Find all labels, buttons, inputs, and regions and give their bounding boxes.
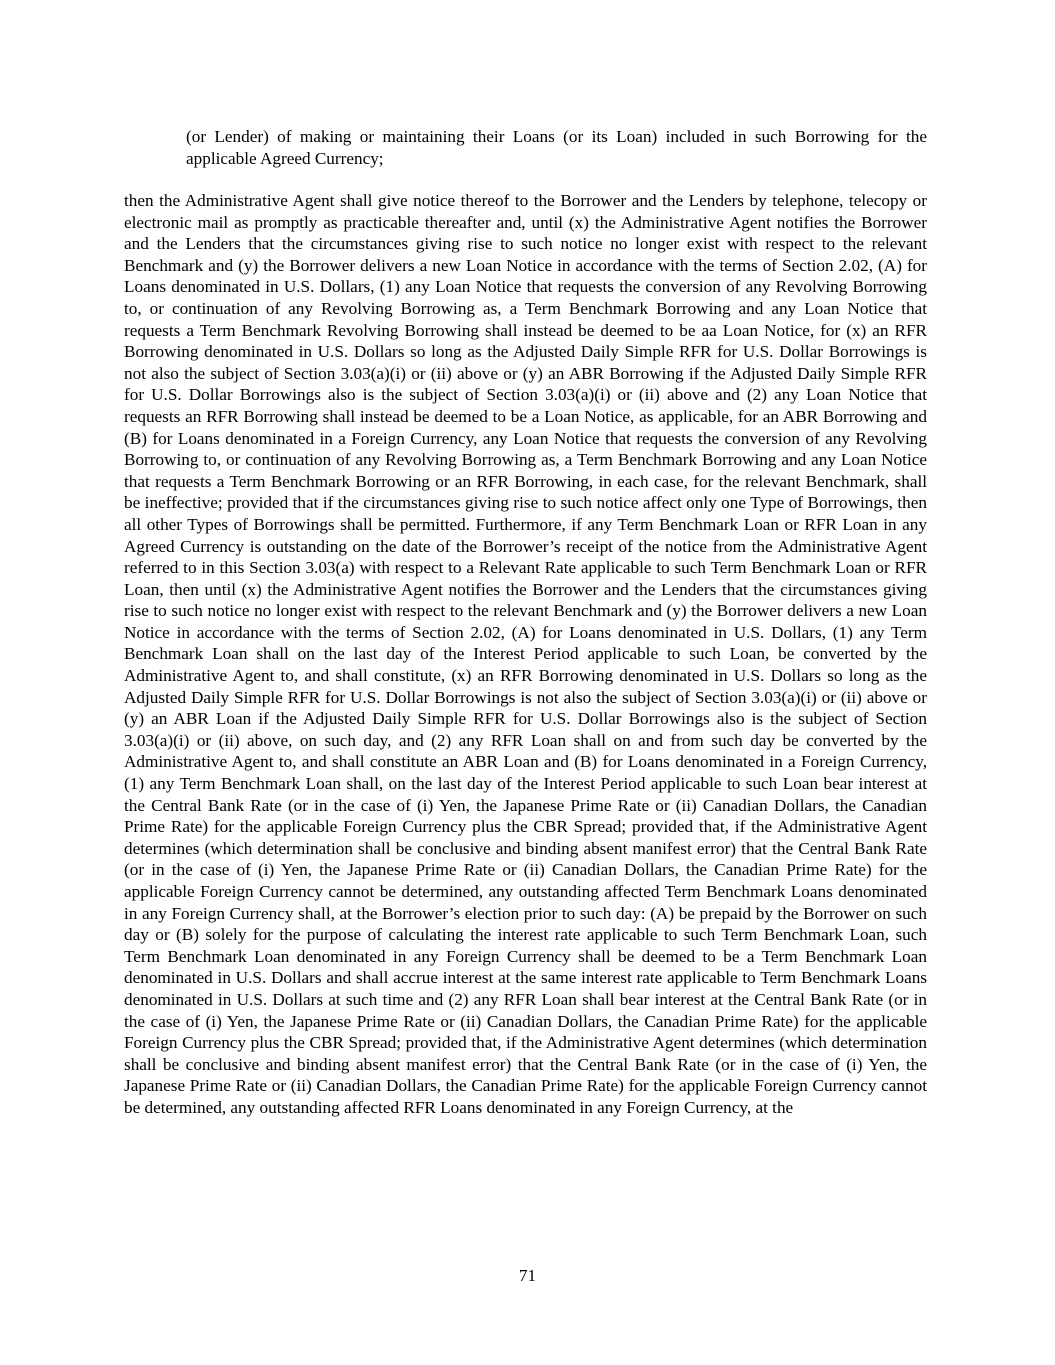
body-paragraph: then the Administrative Agent shall give notice thereof to the Borrower and the Lenders by telephone, telecopy or electronic mail as promptly as practicable thereafter and, until (x) the Administrative Agent notifies the Borrower and the Lenders that the circumstances giving rise to such notice no longer exist with respect to the relevant Benchmark and (y) the Borrower delivers a new Loan Notice in accordance with the terms of Section 2.02, (A) for Loans denominated in U.S. Dollars, (1) any Loan Notice that requests the conversion of any Revolving Borrowing to, or continuation of any Revolving Borrowing as, a Term Benchmark Borrowing and any Loan Notice that requests a Term Benchmark Revolving Borrowing shall instead be deemed to be aa Loan Notice, for (x) an RFR Borrowing denominated in U.S. Dollars so long as the Adjusted Daily Simple RFR for U.S. Dollar Borrowings is not also the subject of Section 3.03(a)(i) or (ii) above or (y) an ABR Borrowing if the Adjusted Daily Simple RFR for U.S. Dollar Borrowings also is the subject of Section 3.03(a)(i) or (ii) above and (2) any Loan Notice that requests an RFR Borrowing shall instead be deemed to be a Loan Notice, as applicable, for an ABR Borrowing and (B) for Loans denominated in a Foreign Currency, any Loan Notice that requests the conversion of any Revolving Borrowing to, or continuation of any Revolving Borrowing as, a Term Benchmark Borrowing and any Loan Notice that requests a Term Benchmark Borrowing or an RFR Borrowing, in each case, for the relevant Benchmark, shall be ineffective; provided that if the circumstances giving rise to such notice affect only one Type of Borrowings, then all other Types of Borrowings shall be permitted. Furthermore, if any Term Benchmark Loan or RFR Loan in any Agreed Currency is outstanding on the date of the Borrower’s receipt of the notice from the Administrative Agent referred to in this Section 3.03(a) with respect to a Relevant Rate applicable to such Term Benchmark Loan or RFR Loan, then until (x) the Administrative Agent notifies the Borrower and the Lenders that the circumstances giving rise to such notice no longer exist with respect to the relevant Benchmark and (y) the Borrower delivers a new Loan Notice in accordance with the terms of Section 2.02, (A) for Loans denominated in U.S. Dollars, (1) any Term Benchmark Loan shall on the last day of the Interest Period applicable to such Loan, be converted by the Administrative Agent to, and shall constitute, (x) an RFR Borrowing denominated in U.S. Dollars so long as the Adjusted Daily Simple RFR for U.S. Dollar Borrowings is not also the subject of Section 3.03(a)(i) or (ii) above or (y) an ABR Loan if the Adjusted Daily Simple RFR for U.S. Dollar Borrowings also is the subject of Section 3.03(a)(i) or (ii) above, on such day, and (2) any RFR Loan shall on and from such day be converted by the Administrative Agent to, and shall constitute an ABR Loan and (B) for Loans denominated in a Foreign Currency, (1) any Term Benchmark Loan shall, on the last day of the Interest Period applicable to such Loan bear interest at the Central Bank Rate (or in the case of (i) Yen, the Japanese Prime Rate or (ii) Canadian Dollars, the Canadian Prime Rate) for the applicable Foreign Currency plus the CBR Spread; provided that, if the Administrative Agent determines (which determination shall be conclusive and binding absent manifest error) that the Central Bank Rate (or in the case of (i) Yen, the Japanese Prime Rate or (ii) Canadian Dollars, the Canadian Prime Rate) for the applicable Foreign Currency cannot be determined, any outstanding affected Term Benchmark Loans denominated in any Foreign Currency shall, at the Borrower’s election prior to such day: (A) be prepaid by the Borrower on such day or (B) solely for the purpose of calculating the interest rate applicable to such Term Benchmark Loan, such Term Benchmark Loan denominated in any Foreign Currency shall be deemed to be a Term Benchmark Loan denominated in U.S. Dollars and shall accrue interest at the same interest rate applicable to Term Benchmark Loans denominated in U.S. Dollars at such time and (2) any RFR Loan shall bear interest at the Central Bank Rate (or in the case of (i) Yen, the Japanese Prime Rate or (ii) Canadian Dollars, the Canadian Prime Rate) for the applicable Foreign Currency plus the CBR Spread; provided that, if the Administrative Agent determines (which determination shall be conclusive and binding absent manifest error) that the Central Bank Rate (or in the case of (i) Yen, the Japanese Prime Rate or (ii) Canadian Dollars, the Canadian Prime Rate) for the applicable Foreign Currency cannot be determined, any outstanding affected RFR Loans denominated in any Foreign Currency, at the	[124, 191, 927, 1117]
continued-clause-paragraph: (or Lender) of making or maintaining their Loans (or its Loan) included in such Borrowing for the applicable Agreed Currency;	[186, 127, 927, 168]
page-number: 71	[518, 1266, 537, 1285]
